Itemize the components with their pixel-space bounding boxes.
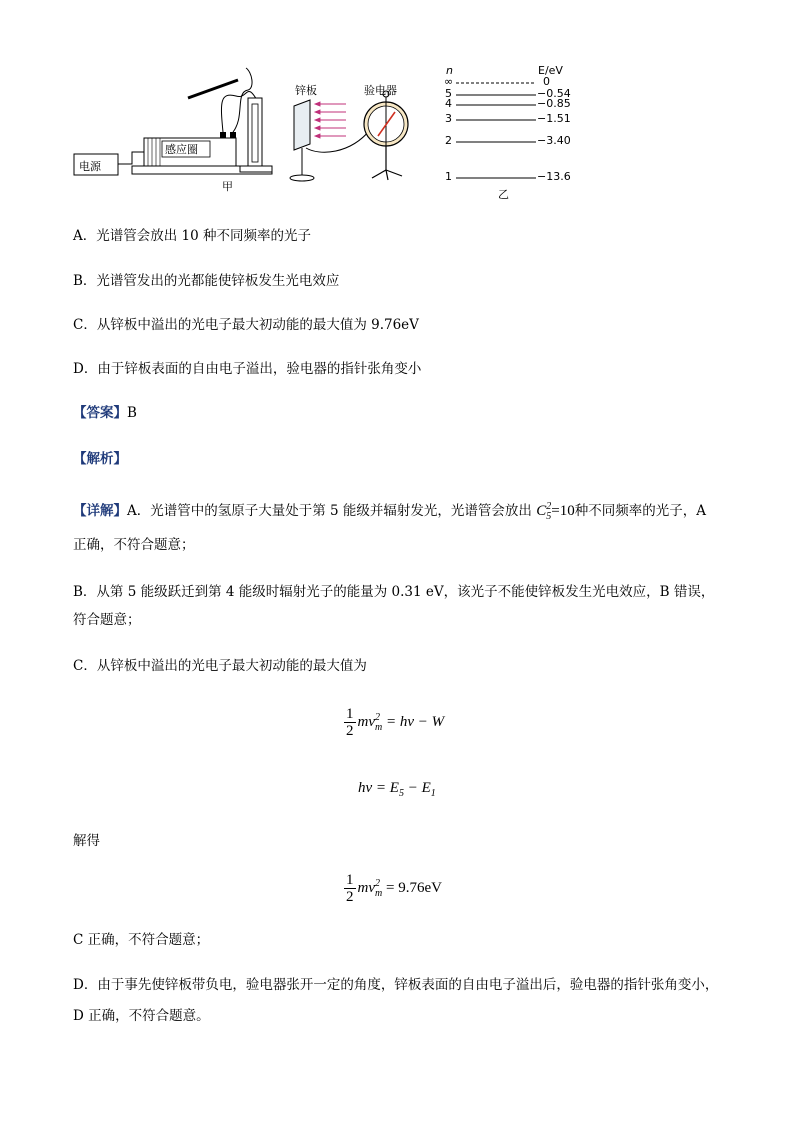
detail-b-line2: 符合题意； <box>73 612 141 628</box>
answer-tag: 【答案】 <box>73 405 127 421</box>
fraction-one-half: $\frac{1}{2}$ <box>346 872 354 905</box>
detail-b-line1: B．从第 5 能级跃迁到第 4 能级时辐射光子的能量为 0.31 eV，该光子不能使锌板发生光电效应，B 错误， <box>73 584 715 600</box>
formula-kinetic-energy: $\frac{1}{2}$ $mv^2_m = h\nu - W$ <box>346 706 445 739</box>
n-axis-label: n <box>446 64 453 77</box>
formula-photon-energy: $h\nu = E_5 - E_1$ <box>358 780 436 799</box>
analysis-line <box>73 449 127 469</box>
level-n-5: 5 <box>445 87 452 100</box>
detail-tag: 【详解】 <box>73 503 127 519</box>
level-e-5: −0.54 <box>537 87 571 100</box>
level-e-4: −0.85 <box>537 97 571 110</box>
detail-d-line2: D 正确，不符合题意。 <box>73 1008 210 1024</box>
level-e-inf: 0 <box>543 75 550 88</box>
formula-result: $\frac{1}{2}$ $mv^2_m = 9.76eV$ <box>346 872 442 905</box>
detail-d-line1: D．由于事先使锌板带负电，验电器张开一定的角度，锌板表面的自由电子溢出后，验电器的指针张角变小， <box>73 977 719 993</box>
figure-caption-yi: 乙 <box>498 188 509 201</box>
jiede-label: 解得 <box>73 833 100 849</box>
apparatus-diagram <box>70 62 590 207</box>
level-e-1: −13.6 <box>537 170 571 183</box>
fraction-one-half: $\frac{1}{2}$ <box>346 706 354 739</box>
option-c: C．从锌板中溢出的光电子最大初动能的最大值为 9.76eV <box>73 317 419 333</box>
detail-a-line2: 正确，不符合题意； <box>73 537 195 553</box>
level-n-4: 4 <box>445 97 452 110</box>
level-e-2: −3.40 <box>537 134 571 147</box>
detail-a-text-pre: A．光谱管中的氢原子大量处于第 5 能级并辐射发光，光谱管会放出 <box>127 503 532 519</box>
level-n-inf: ∞ <box>444 75 454 88</box>
level-n-3: 3 <box>445 112 452 125</box>
figure-caption-jia: 甲 <box>222 180 233 193</box>
level-n-1: 1 <box>445 170 452 183</box>
option-b: B．光谱管发出的光都能使锌板发生光电效应 <box>73 273 340 289</box>
option-d: D．由于锌板表面的自由电子溢出，验电器的指针张角变小 <box>73 361 422 377</box>
level-e-3: −1.51 <box>537 112 571 125</box>
level-n-2: 2 <box>445 134 452 147</box>
detail-c-line1: C．从锌板中溢出的光电子最大初动能的最大值为 <box>73 658 367 674</box>
answer-line <box>73 403 137 423</box>
detail-c-conclusion: C 正确，不符合题意； <box>73 932 210 948</box>
answer-value: B <box>127 405 137 421</box>
power-label: 电源 <box>79 160 101 173</box>
combination-formula: $C_5^2=10$ <box>536 501 575 522</box>
e-axis-label: E/eV <box>538 64 563 77</box>
figure <box>70 62 590 207</box>
coil-label: 感应圈 <box>165 143 198 156</box>
detail-a-line1 <box>73 497 706 527</box>
zinc-plate-label: 锌板 <box>295 84 317 97</box>
detail-a-text-post: 种不同频率的光子，A <box>574 503 706 519</box>
analysis-tag: 【解析】 <box>73 451 127 467</box>
electroscope-label: 验电器 <box>364 84 397 97</box>
option-a: A．光谱管会放出 10 种不同频率的光子 <box>73 228 312 244</box>
